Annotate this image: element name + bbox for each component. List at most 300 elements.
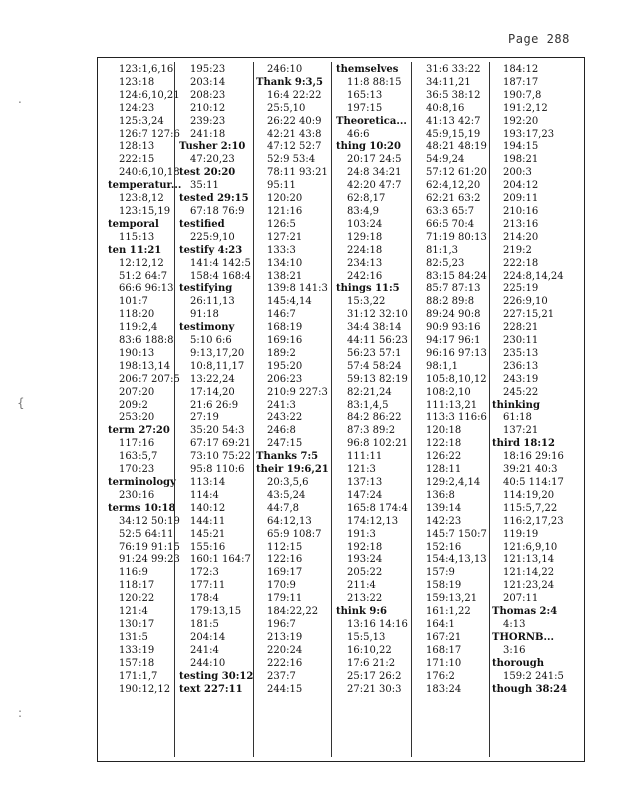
index-page-reference: 210:16 (503, 205, 539, 217)
index-headword-entry: third 18:12 (492, 438, 555, 450)
index-page-reference: 225:19 (503, 283, 539, 295)
index-page-reference: 172:3 (190, 567, 219, 579)
index-page-reference: 158:19 (426, 580, 462, 592)
index-page-reference: 35:20 54:3 (190, 425, 245, 437)
index-page-reference: 146:7 (267, 309, 296, 321)
index-page-reference: 88:2 89:8 (426, 296, 475, 308)
index-page-reference: 63:3 65:7 (426, 205, 475, 217)
index-page-reference: 123:8,12 (119, 193, 164, 205)
index-page-reference: 123:18 (119, 76, 155, 88)
index-headword-entry: test 20:20 (179, 167, 236, 179)
index-page-reference: 137:13 (347, 477, 383, 488)
index-page-reference: 121:3 (347, 464, 376, 476)
index-page-reference: 227:15,21 (503, 309, 555, 321)
margin-punch-mark-top: . (18, 92, 22, 106)
index-page-reference: 62:4,12,20 (426, 180, 481, 192)
index-page-reference: 145:21 (190, 528, 226, 540)
index-page-reference: 144:11 (190, 515, 226, 527)
index-page-reference: 226:9,10 (503, 296, 548, 308)
index-page-reference: 222:16 (267, 657, 303, 669)
index-page-reference: 62:21 63:2 (426, 193, 481, 205)
index-headword-entry: Thomas 2:4 (492, 606, 558, 618)
index-page-reference: 241:3 (267, 399, 296, 411)
index-page-reference: 83:4,9 (347, 205, 379, 217)
index-page-reference: 115:5,7,22 (503, 502, 558, 514)
index-page-reference: 113:3 116:6 (426, 412, 487, 424)
index-page-reference: 96:16 97:13 (426, 347, 487, 359)
index-headword-entry: thinking (492, 399, 540, 411)
index-page-reference: 83:1,4,5 (347, 399, 389, 411)
index-page-reference: 57:12 61:20 (426, 167, 487, 179)
index-page-reference: 111:13,21 (426, 399, 478, 411)
index-page-reference: 116:2,17,23 (503, 515, 564, 527)
index-page-reference: 91:18 (190, 309, 219, 321)
index-page-reference: 103:24 (347, 218, 383, 230)
index-page-reference: 121:4 (119, 606, 148, 618)
index-page-reference: 81:1,3 (426, 244, 458, 256)
index-page-reference: 213:19 (267, 631, 303, 643)
index-page-reference: 112:15 (267, 541, 303, 553)
index-page-reference: 31:12 32:10 (347, 309, 408, 321)
index-page-reference: 24:8 34:21 (347, 167, 402, 179)
index-page-reference: 15:5,13 (347, 631, 386, 643)
index-page-reference: 25:17 26:2 (347, 670, 402, 682)
index-page-reference: 48:21 48:19 (426, 141, 487, 153)
index-page-reference: 155:16 (190, 541, 226, 553)
index-page-reference: 253:20 (119, 412, 155, 424)
index-page-reference: 52:5 64:11 (119, 528, 174, 540)
index-page-reference: 36:5 38:12 (426, 89, 481, 101)
index-page-reference: 124:6,10,21 (119, 89, 180, 101)
index-column-4 (336, 64, 414, 696)
index-page-reference: 114:19,20 (503, 489, 555, 501)
index-page-reference: 114:4 (190, 489, 219, 501)
index-page-reference: 159:2 241:5 (503, 670, 564, 682)
column-divider (331, 62, 332, 757)
index-page-reference: 184:12 (503, 64, 539, 75)
index-page-reference: 154:4,13,13 (426, 554, 487, 566)
index-page-reference: 5:10 6:6 (190, 335, 232, 347)
index-headword-entry: Theoretica... (336, 115, 407, 127)
index-page-reference: 234:13 (347, 257, 383, 269)
index-page-reference: 78:11 93:21 (267, 167, 328, 179)
index-page-reference: 27:19 (190, 412, 219, 424)
index-headword-entry: testified (179, 218, 225, 230)
index-page-reference: 27:21 30:3 (347, 683, 402, 695)
index-page-reference: 17:6 21:2 (347, 657, 396, 669)
index-page-reference: 98:1,1 (426, 360, 458, 372)
index-page-reference: 179:11 (267, 593, 303, 605)
index-page-reference: 35:11 (190, 180, 219, 192)
index-page-reference: 51:2 64:7 (119, 270, 168, 282)
index-page-reference: 121:6,9,10 (503, 541, 558, 553)
index-headword-entry: thorough (492, 657, 545, 669)
index-page-reference: 171:10 (426, 657, 462, 669)
index-page-reference: 177:11 (190, 580, 226, 592)
index-page-reference: 66:6 96:13 (119, 283, 174, 295)
index-page-reference: 57:4 58:24 (347, 360, 402, 372)
index-headword-entry: think 9:6 (336, 606, 387, 618)
index-page-reference: 3:16 (503, 644, 526, 656)
index-page-reference: 191:2,12 (503, 102, 548, 114)
index-page-reference: 122:18 (426, 438, 462, 450)
index-page-reference: 164:1 (426, 618, 455, 630)
index-page-reference: 120:22 (119, 593, 155, 605)
index-page-reference: 247:15 (267, 438, 303, 450)
index-page-reference: 71:19 80:13 (426, 231, 487, 243)
index-page-reference: 184:22,22 (267, 606, 319, 618)
index-page-reference: 47:12 52:7 (267, 141, 322, 153)
index-page-reference: 90:9 93:16 (426, 322, 481, 334)
index-page-reference: 105:8,10,12 (426, 373, 487, 385)
index-page-reference: 235:13 (503, 347, 539, 359)
index-headword-entry: temporal (108, 218, 159, 230)
index-headword-entry: tested 29:15 (179, 193, 249, 205)
index-page-reference: 243:22 (267, 412, 303, 424)
index-page-reference: 94:17 96:1 (426, 335, 481, 347)
index-page-reference: 26:22 40:9 (267, 115, 322, 127)
index-page-reference: 17:14,20 (190, 386, 235, 398)
index-page-reference: 76:19 91:15 (119, 541, 180, 553)
index-page-reference: 91:24 99:23 (119, 554, 180, 566)
index-headword-entry: ten 11:21 (108, 244, 162, 256)
index-page-reference: 189:2 (267, 347, 296, 359)
index-page-reference: 181:5 (190, 618, 219, 630)
index-page-reference: 131:5 (119, 631, 148, 643)
index-page-reference: 169:16 (267, 335, 303, 347)
index-page-reference: 230:11 (503, 335, 539, 347)
index-page-reference: 40:8,16 (426, 102, 465, 114)
index-page-reference: 145:4,14 (267, 296, 312, 308)
index-page-reference: 64:12,13 (267, 515, 312, 527)
index-page-reference: 136:8 (426, 489, 455, 501)
index-page-reference: 198:13,14 (119, 360, 171, 372)
index-page-reference: 61:18 (503, 412, 532, 424)
index-page-reference: 245:22 (503, 386, 539, 398)
index-page-reference: 25:5,10 (267, 102, 306, 114)
index-page-reference: 84:2 86:22 (347, 412, 402, 424)
index-page-reference: 160:1 164:7 (190, 554, 251, 566)
index-page-reference: 191:3 (347, 528, 376, 540)
index-page-reference: 108:2,10 (426, 386, 471, 398)
index-page-reference: 129:18 (347, 231, 383, 243)
index-page-reference: 83:6 188:8 (119, 335, 174, 347)
index-page-reference: 128:11 (426, 464, 462, 476)
index-page-reference: 207:11 (503, 593, 539, 605)
index-column-3 (256, 64, 334, 696)
index-page-reference: 190:13 (119, 347, 155, 359)
index-page-reference: 194:15 (503, 141, 539, 153)
index-page-reference: 118:17 (119, 580, 155, 592)
index-page-reference: 34:4 38:14 (347, 322, 402, 334)
index-page-reference: 113:14 (190, 477, 226, 488)
index-page-reference: 83:15 84:24 (426, 270, 487, 282)
index-page-reference: 167:21 (426, 631, 462, 643)
index-page-reference: 123:1,6,16 (119, 64, 174, 75)
index-page-reference: 119:19 (503, 528, 539, 540)
index-page-reference: 193:17,23 (503, 128, 555, 140)
index-headword-entry: THORNB... (492, 631, 554, 643)
index-page-reference: 174:12,13 (347, 515, 399, 527)
index-page-reference: 26:11,13 (190, 296, 235, 308)
index-page-reference: 195:23 (190, 64, 226, 75)
index-headword-entry: Tusher 2:10 (179, 141, 246, 153)
index-page-reference: 127:21 (267, 231, 303, 243)
index-page-reference: 183:24 (426, 683, 462, 695)
page-number: Page 288 (508, 32, 570, 46)
margin-punch-mark-bottom: : (18, 706, 23, 720)
index-page-reference: 41:13 42:7 (426, 115, 481, 127)
index-page-reference: 12:12,12 (119, 257, 164, 269)
index-page-reference: 244:15 (267, 683, 303, 695)
index-page-reference: 11:8 88:15 (347, 76, 402, 88)
column-divider (489, 62, 490, 757)
index-page-reference: 241:18 (190, 128, 226, 140)
index-page-reference: 213:16 (503, 218, 539, 230)
index-page-reference: 213:22 (347, 593, 383, 605)
index-page-reference: 101:7 (119, 296, 148, 308)
index-page-reference: 176:2 (426, 670, 455, 682)
index-page-reference: 209:2 (119, 399, 148, 411)
index-page-reference: 168:19 (267, 322, 303, 334)
index-page-reference: 200:3 (503, 167, 532, 179)
index-page-reference: 124:23 (119, 102, 155, 114)
index-page-reference: 244:10 (190, 657, 226, 669)
index-page-reference: 118:20 (119, 309, 155, 321)
index-page-reference: 195:20 (267, 360, 303, 372)
index-page-reference: 20:17 24:5 (347, 154, 402, 166)
index-page-reference: 224:8,14,24 (503, 270, 564, 282)
index-page-reference: 242:16 (347, 270, 383, 282)
index-page-reference: 214:20 (503, 231, 539, 243)
index-page-reference: 42:20 47:7 (347, 180, 402, 192)
index-headword-entry: terms 10:18 (108, 502, 176, 514)
index-page-reference: 39:21 40:3 (503, 464, 558, 476)
word-index-table (97, 57, 585, 762)
index-page-reference: 178:4 (190, 593, 219, 605)
index-page-reference: 165:13 (347, 89, 383, 101)
index-page-reference: 179:13,15 (190, 606, 242, 618)
index-page-reference: 66:5 70:4 (426, 218, 475, 230)
index-page-reference: 159:13,21 (426, 593, 478, 605)
index-page-reference: 16:10,22 (347, 644, 392, 656)
index-page-reference: 190:7,8 (503, 89, 542, 101)
index-page-reference: 142:23 (426, 515, 462, 527)
index-page-reference: 95:8 110:6 (190, 464, 245, 476)
index-page-reference: 197:15 (347, 102, 383, 114)
index-page-reference: 34:12 50:19 (119, 515, 180, 527)
index-page-reference: 128:13 (119, 141, 155, 153)
index-page-reference: 65:9 108:7 (267, 528, 322, 540)
index-page-reference: 73:10 75:22 (190, 451, 251, 463)
index-column-5 (415, 64, 493, 696)
index-page-reference: 225:9,10 (190, 231, 235, 243)
index-page-reference: 45:9,15,19 (426, 128, 481, 140)
index-page-reference: 130:17 (119, 618, 155, 630)
column-divider (253, 62, 254, 757)
index-page-reference: 134:10 (267, 257, 303, 269)
index-page-reference: 20:3,5,6 (267, 477, 309, 488)
index-page-reference: 168:17 (426, 644, 462, 656)
index-column-2 (179, 64, 257, 696)
index-page-reference: 210:9 227:3 (267, 386, 328, 398)
index-page-reference: 133:19 (119, 644, 155, 656)
index-headword-entry: though 38:24 (492, 683, 568, 695)
index-page-reference: 139:8 141:3 (267, 283, 328, 295)
index-page-reference: 222:18 (503, 257, 539, 269)
index-page-reference: 193:24 (347, 554, 383, 566)
index-page-reference: 10:8,11,17 (190, 360, 245, 372)
index-page-reference: 190:12,12 (119, 683, 171, 695)
index-page-reference: 46:6 (347, 128, 370, 140)
index-page-reference: 169:17 (267, 567, 303, 579)
index-page-reference: 59:13 82:19 (347, 373, 408, 385)
index-page-reference: 222:15 (119, 154, 155, 166)
index-page-reference: 111:11 (347, 451, 383, 463)
index-page-reference: 42:21 43:8 (267, 128, 322, 140)
index-page-reference: 237:7 (267, 670, 296, 682)
index-page-reference: 241:4 (190, 644, 219, 656)
index-page-reference: 246:10 (267, 64, 303, 75)
index-page-reference: 192:20 (503, 115, 539, 127)
index-page-reference: 96:8 102:21 (347, 438, 408, 450)
index-headword-entry: testimony (179, 322, 235, 334)
index-page-reference: 121:23,24 (503, 580, 555, 592)
index-page-reference: 243:19 (503, 373, 539, 385)
index-page-reference: 138:21 (267, 270, 303, 282)
index-headword-entry: testing 30:12 (179, 670, 254, 682)
index-page-reference: 120:20 (267, 193, 303, 205)
index-page-reference: 126:22 (426, 451, 462, 463)
index-page-reference: 82:21,24 (347, 386, 392, 398)
index-headword-entry: Thank 9:3,5 (256, 76, 323, 88)
index-page-reference: 208:23 (190, 89, 226, 101)
index-page-reference: 85:7 87:13 (426, 283, 481, 295)
index-page-reference: 240:6,10,18 (119, 167, 180, 179)
index-page-reference: 116:9 (119, 567, 148, 579)
index-page-reference: 115:13 (119, 231, 155, 243)
index-page-reference: 192:18 (347, 541, 383, 553)
index-page-reference: 4:13 (503, 618, 526, 630)
index-page-reference: 157:18 (119, 657, 155, 669)
index-page-reference: 204:14 (190, 631, 226, 643)
index-page-reference: 31:6 33:22 (426, 64, 481, 75)
index-page-reference: 230:16 (119, 489, 155, 501)
index-page-reference: 147:24 (347, 489, 383, 501)
index-page-reference: 122:16 (267, 554, 303, 566)
index-page-reference: 13:16 14:16 (347, 618, 408, 630)
index-page-reference: 126:7 127:6 (119, 128, 180, 140)
index-headword-entry: temperatur... (108, 180, 182, 192)
index-page-reference: 209:11 (503, 193, 539, 205)
index-page-reference: 170:9 (267, 580, 296, 592)
index-page-reference: 15:3,22 (347, 296, 386, 308)
index-page-reference: 67:17 69:21 (190, 438, 251, 450)
index-page-reference: 16:4 22:22 (267, 89, 322, 101)
index-page-reference: 152:16 (426, 541, 462, 553)
index-headword-entry: terminology (108, 477, 176, 488)
index-page-reference: 203:14 (190, 76, 226, 88)
index-page-reference: 228:21 (503, 322, 539, 334)
index-page-reference: 141:4 142:5 (190, 257, 251, 269)
index-page-reference: 21:6 26:9 (190, 399, 239, 411)
index-headword-entry: Thanks 7:5 (256, 451, 319, 463)
index-page-reference: 165:8 174:4 (347, 502, 408, 514)
index-page-reference: 125:3,24 (119, 115, 164, 127)
index-page-reference: 13:22,24 (190, 373, 235, 385)
index-page-reference: 82:5,23 (426, 257, 465, 269)
index-page-reference: 224:18 (347, 244, 383, 256)
index-headword-entry: text 227:11 (179, 683, 243, 695)
index-page-reference: 121:13,14 (503, 554, 555, 566)
index-page-reference: 210:12 (190, 102, 226, 114)
column-divider (411, 62, 412, 757)
index-page-reference: 206:7 207:5 (119, 373, 180, 385)
index-page-reference: 52:9 53:4 (267, 154, 316, 166)
index-page-reference: 220:24 (267, 644, 303, 656)
index-page-reference: 205:22 (347, 567, 383, 579)
index-page-reference: 44:11 56:23 (347, 335, 408, 347)
index-page-reference: 119:2,4 (119, 322, 158, 334)
index-page-reference: 196:7 (267, 618, 296, 630)
index-page-reference: 236:13 (503, 360, 539, 372)
index-column-6 (492, 64, 570, 696)
index-page-reference: 211:4 (347, 580, 376, 592)
index-page-reference: 121:16 (267, 205, 303, 217)
index-page-reference: 87:3 89:2 (347, 425, 396, 437)
index-headword-entry: testifying (179, 283, 233, 295)
index-page-reference: 139:14 (426, 502, 462, 514)
index-page-reference: 95:11 (267, 180, 296, 192)
index-page-reference: 161:1,22 (426, 606, 471, 618)
index-page-reference: 207:20 (119, 386, 155, 398)
index-page-reference: 123:15,19 (119, 205, 171, 217)
index-page-reference: 47:20,23 (190, 154, 235, 166)
index-page-reference: 133:3 (267, 244, 296, 256)
index-page-reference: 129:2,4,14 (426, 477, 481, 488)
index-headword-entry: their 19:6,21 (256, 464, 329, 476)
index-page-reference: 120:18 (426, 425, 462, 437)
index-page-reference: 89:24 90:8 (426, 309, 481, 321)
index-page-reference: 206:23 (267, 373, 303, 385)
index-page-reference: 40:5 114:17 (503, 477, 564, 488)
index-page-reference: 163:5,7 (119, 451, 158, 463)
index-page-reference: 157:9 (426, 567, 455, 579)
index-page-reference: 56:23 57:1 (347, 347, 402, 359)
index-page-reference: 171:1,7 (119, 670, 158, 682)
index-page-reference: 219:2 (503, 244, 532, 256)
index-page-reference: 44:7,8 (267, 502, 299, 514)
index-page-reference: 140:12 (190, 502, 226, 514)
index-page-reference: 204:12 (503, 180, 539, 192)
index-page-reference: 239:23 (190, 115, 226, 127)
index-page-reference: 137:21 (503, 425, 539, 437)
column-divider (174, 62, 175, 757)
margin-punch-mark-middle: { (17, 396, 25, 410)
index-page-reference: 145:7 150:7 (426, 528, 487, 540)
index-page-reference: 54:9,24 (426, 154, 465, 166)
index-page-reference: 62:8,17 (347, 193, 386, 205)
index-page-reference: 126:5 (267, 218, 296, 230)
index-page-reference: 18:16 29:16 (503, 451, 564, 463)
index-headword-entry: thing 10:20 (336, 141, 401, 153)
index-page-reference: 187:17 (503, 76, 539, 88)
index-page-reference: 67:18 76:9 (190, 205, 245, 217)
index-headword-entry: testify 4:23 (179, 244, 243, 256)
index-page-reference: 158:4 168:4 (190, 270, 251, 282)
index-page-reference: 43:5,24 (267, 489, 306, 501)
index-page-reference: 9:13,17,20 (190, 347, 245, 359)
